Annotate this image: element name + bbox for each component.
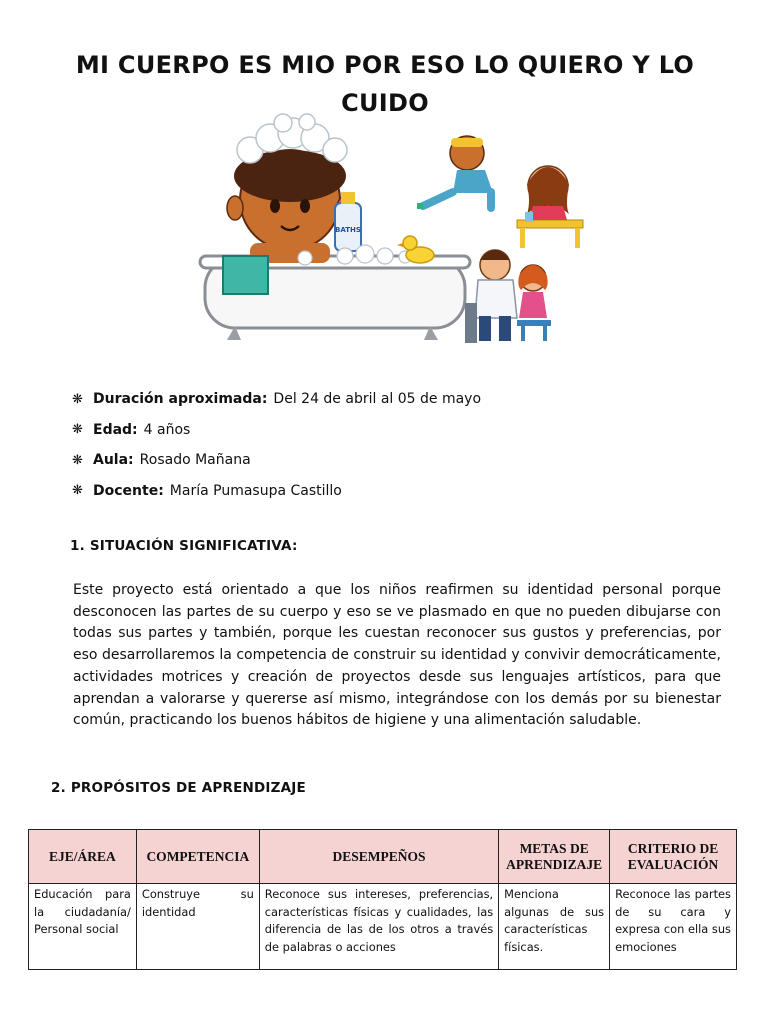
info-label: Edad: — [93, 421, 138, 438]
cell-metas: Menciona algunas de sus características físicas. — [499, 884, 610, 970]
hygiene-illustration — [195, 108, 595, 353]
header-metas: METAS DE APRENDIZAJE — [499, 830, 610, 884]
info-label: Docente: — [93, 482, 164, 499]
cell-eje-area: Educación para la ciudadanía/ Personal social — [29, 884, 137, 970]
doctor-scene — [465, 250, 551, 343]
header-eje-area: EJE/ÁREA — [29, 830, 137, 884]
bathtub-scene — [200, 114, 470, 340]
project-info-list — [72, 384, 481, 506]
flower-bullet-icon: ❋ — [72, 483, 83, 499]
cell-competencia: Construye su identidad — [136, 884, 259, 970]
header-desempenos: DESEMPEÑOS — [259, 830, 498, 884]
info-value: Del 24 de abril al 05 de mayo — [273, 391, 482, 408]
info-item-edad — [72, 415, 481, 446]
situacion-paragraph: Este proyecto está orientado a que los niños reafirmen su identidad personal porque desconocen las partes de su cuerpo y eso se ve plasmado en que no pueden dibujarse con todas sus partes y también, porque les cuestan reconocer sus gustos y preferencias, por eso desarrollaremos la competencia de construir su identidad y convivir democráticamente, actividades motrices y creación de proyectos desde sus lenguajes artísticos, para que aprendan a valorarse y quererse así mismo, integrándose con los demás por su bienestar común, practicando los buenos hábitos de higiene y una alimentación saludable. — [73, 582, 721, 729]
document-title: MI CUERPO ES MIO POR ESO LO QUIERO Y LO CUIDO — [75, 51, 695, 117]
info-value: 4 años — [143, 421, 191, 438]
flower-bullet-icon: ❋ — [72, 391, 83, 407]
info-value: Rosado Mañana — [139, 452, 251, 469]
bottle-label: BATHS — [335, 226, 361, 234]
info-value: María Pumasupa Castillo — [169, 482, 342, 499]
cell-criterio: Reconoce las partes de su cara y expresa con ella sus emociones — [610, 884, 737, 970]
info-label: Duración aproximada: — [93, 391, 268, 408]
header-criterio: CRITERIO DE EVALUACIÓN — [610, 830, 737, 884]
table-header-row — [29, 830, 737, 884]
section-heading-situacion: 1. SITUACIÓN SIGNIFICATIVA: — [70, 538, 298, 554]
girl-brushing-scene — [517, 166, 583, 248]
info-item-aula — [72, 445, 481, 476]
info-item-docente — [72, 476, 481, 507]
info-label: Aula: — [93, 452, 134, 469]
section-heading-propositos: 2. PROPÓSITOS DE APRENDIZAJE — [51, 780, 306, 796]
header-competencia: COMPETENCIA — [136, 830, 259, 884]
cell-desempenos: Reconoce sus intereses, preferencias, características físicas y cualidades, las diferencia de las de los otros a través de palabras o acciones — [259, 884, 498, 970]
purposes-table — [28, 829, 737, 970]
flower-bullet-icon: ❋ — [72, 452, 83, 468]
table-row — [29, 884, 737, 970]
child-stretching-scene — [417, 136, 493, 208]
info-item-duracion — [72, 384, 481, 415]
flower-bullet-icon: ❋ — [72, 422, 83, 438]
